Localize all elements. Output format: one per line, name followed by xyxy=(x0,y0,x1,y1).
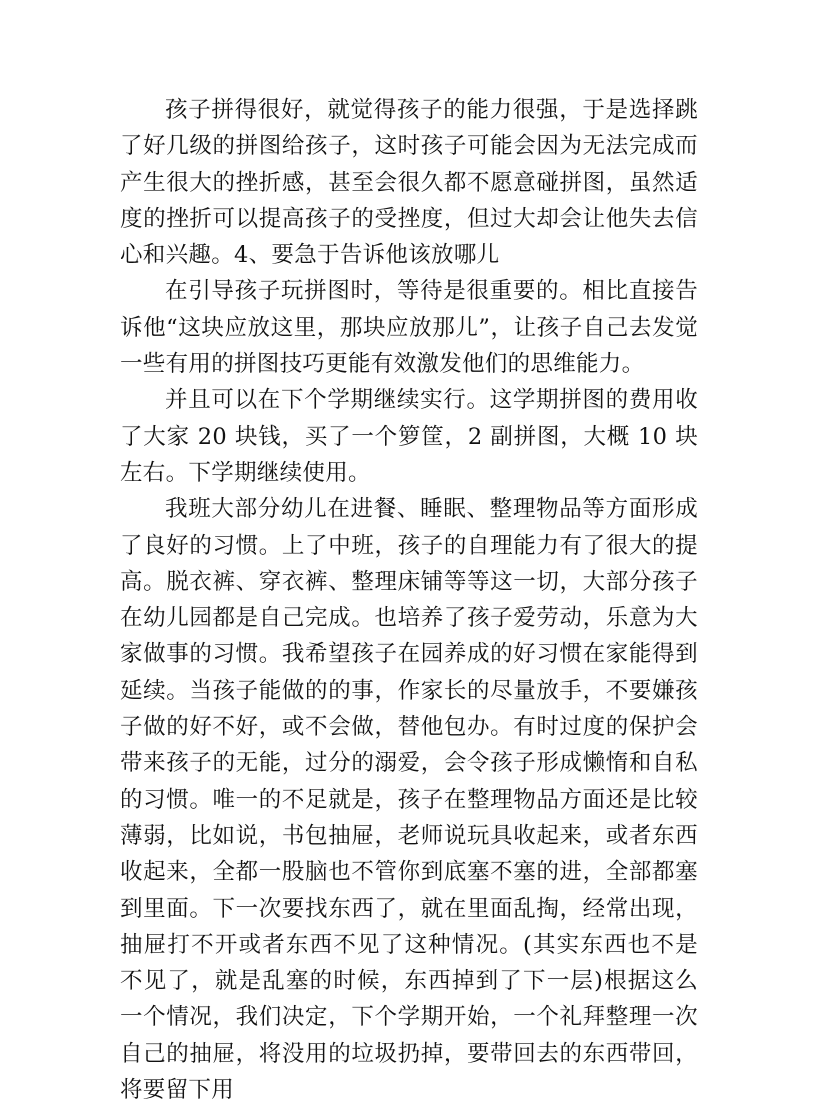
paragraph-next-semester-cost: 并且可以在下个学期继续实行。这学期拼图的费用收了大家 20 块钱，买了一个箩筐，2 副拼图，大概 10 块左右。下学期继续使用。 xyxy=(120,387,698,486)
paragraph-puzzle-difficulty: 孩子拼得很好，就觉得孩子的能力很强，于是选择跳了好几级的拼图给孩子，这时孩子可能会因为无法完成而产生很大的挫折感，甚至会很久都不愿意碰拼图，虽然适度的挫折可以提高孩子的受挫度，但过大却会让他失去信心和兴趣。4、要急于告诉他该放哪儿 xyxy=(120,97,698,269)
paragraph-self-care-habits: 我班大部分幼儿在进餐、睡眠、整理物品等方面形成了良好的习惯。上了中班，孩子的自理能力有了很大的提高。脱衣裤、穿衣裤、整理床铺等等这一切，大部分孩子在幼儿园都是自己完成。也培养了孩子爱劳动，乐意为大家做事的习惯。我希望孩子在园养成的好习惯在家能得到延续。当孩子能做的的事，作家长的尽量放手，不要嫌孩子做的好不好，或不会做，替他包办。有时过度的保护会带来孩子的无能，过分的溺爱，会令孩子形成懒惰和自私的习惯。唯一的不足就是，孩子在整理物品方面还是比较薄弱，比如说，书包抽屉，老师说玩具收起来，或者东西收起来，全都一股脑也不管你到底塞不塞的进，全部都塞到里面。下一次要找东西了，就在里面乱掏，经常出现，抽屉打不开或者东西不见了这种情况。(其实东西也不是不见了，就是乱塞的时候，东西掉到了下一层)根据这么一个情况，我们决定，下个学期开始，一个礼拜整理一次自己的抽屉，将没用的垃圾扔掉，要带回去的东西带回，将要留下用 xyxy=(120,496,698,1104)
paragraph-waiting-guidance: 在引导孩子玩拼图时，等待是很重要的。相比直接告诉他“这块应放这里，那块应放那儿”，让孩子自己去发觉一些有用的拼图技巧更能有效激发他们的思维能力。 xyxy=(120,278,698,378)
document-body xyxy=(120,92,698,1108)
